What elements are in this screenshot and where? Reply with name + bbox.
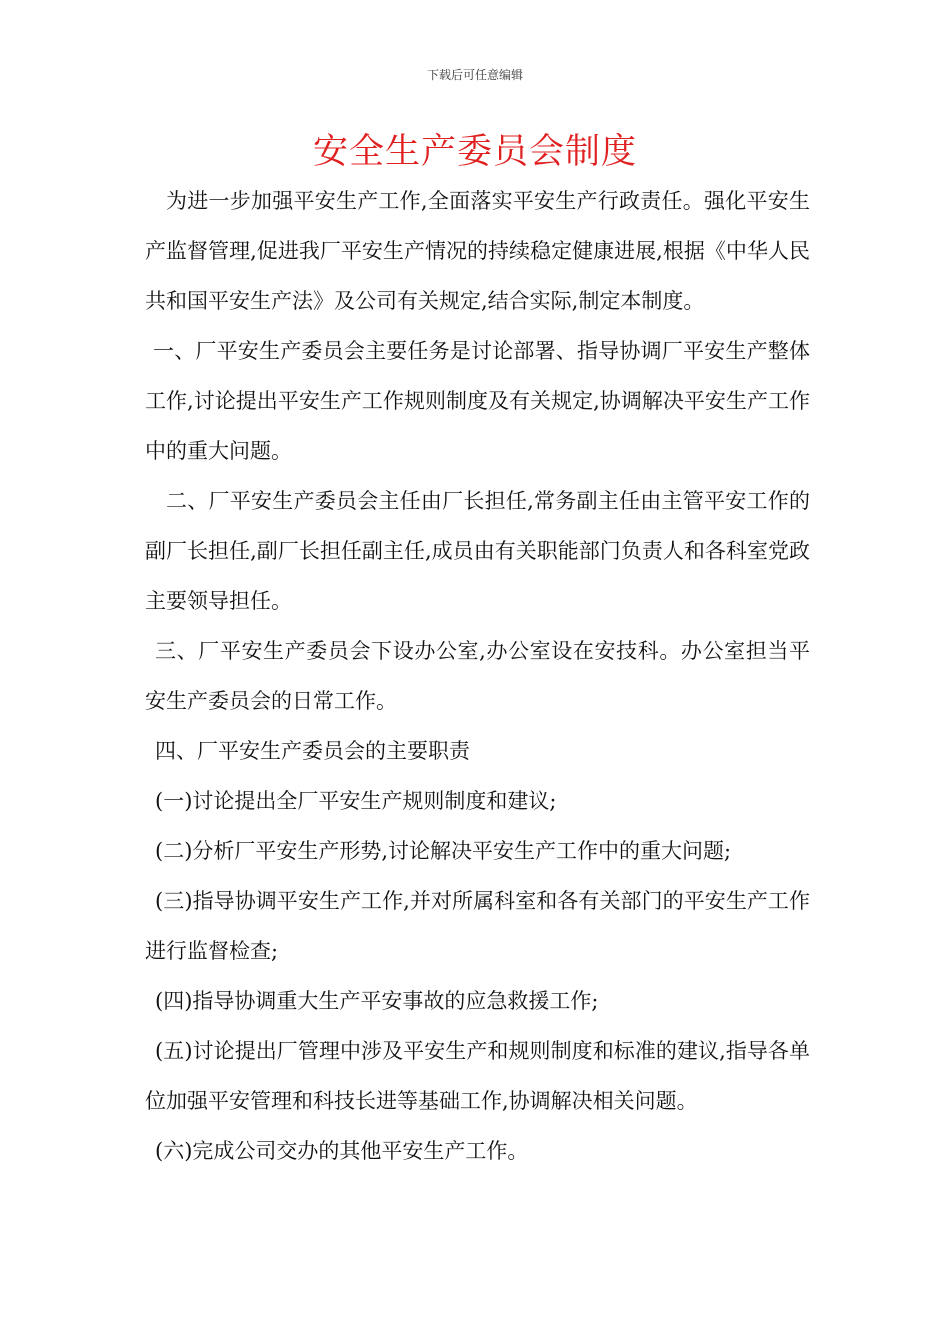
document-body [145, 176, 810, 1176]
document-title: 安全生产委员会制度 [312, 132, 637, 172]
list-item-duty-3: (三)指导协调平安生产工作,并对所属科室和各有关部门的平安生产工作进行监督检查; [145, 889, 810, 963]
list-item-duty-2: (二)分析厂平安生产形势,讨论解决平安生产工作中的重大问题; [155, 839, 732, 863]
paragraph-section-2: 二、厂平安生产委员会主任由厂长担任,常务副主任由主管平安工作的副厂长担任,副厂长担任副主任,成员由有关职能部门负责人和各科室党政主要领导担任。 [145, 489, 810, 613]
paragraph-intro: 为进一步加强平安生产工作,全面落实平安生产行政责任。强化平安生产监督管理,促进我厂平安生产情况的持续稳定健康进展,根据《中华人民共和国平安生产法》及公司有关规定,结合实际,制定本制度。 [145, 189, 810, 313]
list-item-duty-5: (五)讨论提出厂管理中涉及平安生产和规则制度和标准的建议,指导各单位加强平安管理和科技长进等基础工作,协调解决相关问题。 [145, 1039, 810, 1113]
paragraph-section-1: 一、厂平安生产委员会主要任务是讨论部署、指导协调厂平安生产整体工作,讨论提出平安生产工作规则制度及有关规定,协调解决平安生产工作中的重大问题。 [145, 339, 810, 463]
list-item-duty-1: (一)讨论提出全厂平安生产规则制度和建议; [155, 789, 557, 813]
paragraph-section-4: 四、厂平安生产委员会的主要职责 [155, 739, 470, 763]
list-item-duty-6: (六)完成公司交办的其他平安生产工作。 [155, 1139, 529, 1163]
header-note: 下载后可任意编辑 [426, 68, 523, 82]
list-item-duty-4: (四)指导协调重大生产平安事故的应急救援工作; [155, 989, 599, 1013]
paragraph-section-3: 三、厂平安生产委员会下设办公室,办公室设在安技科。办公室担当平安生产委员会的日常工作。 [145, 639, 810, 713]
